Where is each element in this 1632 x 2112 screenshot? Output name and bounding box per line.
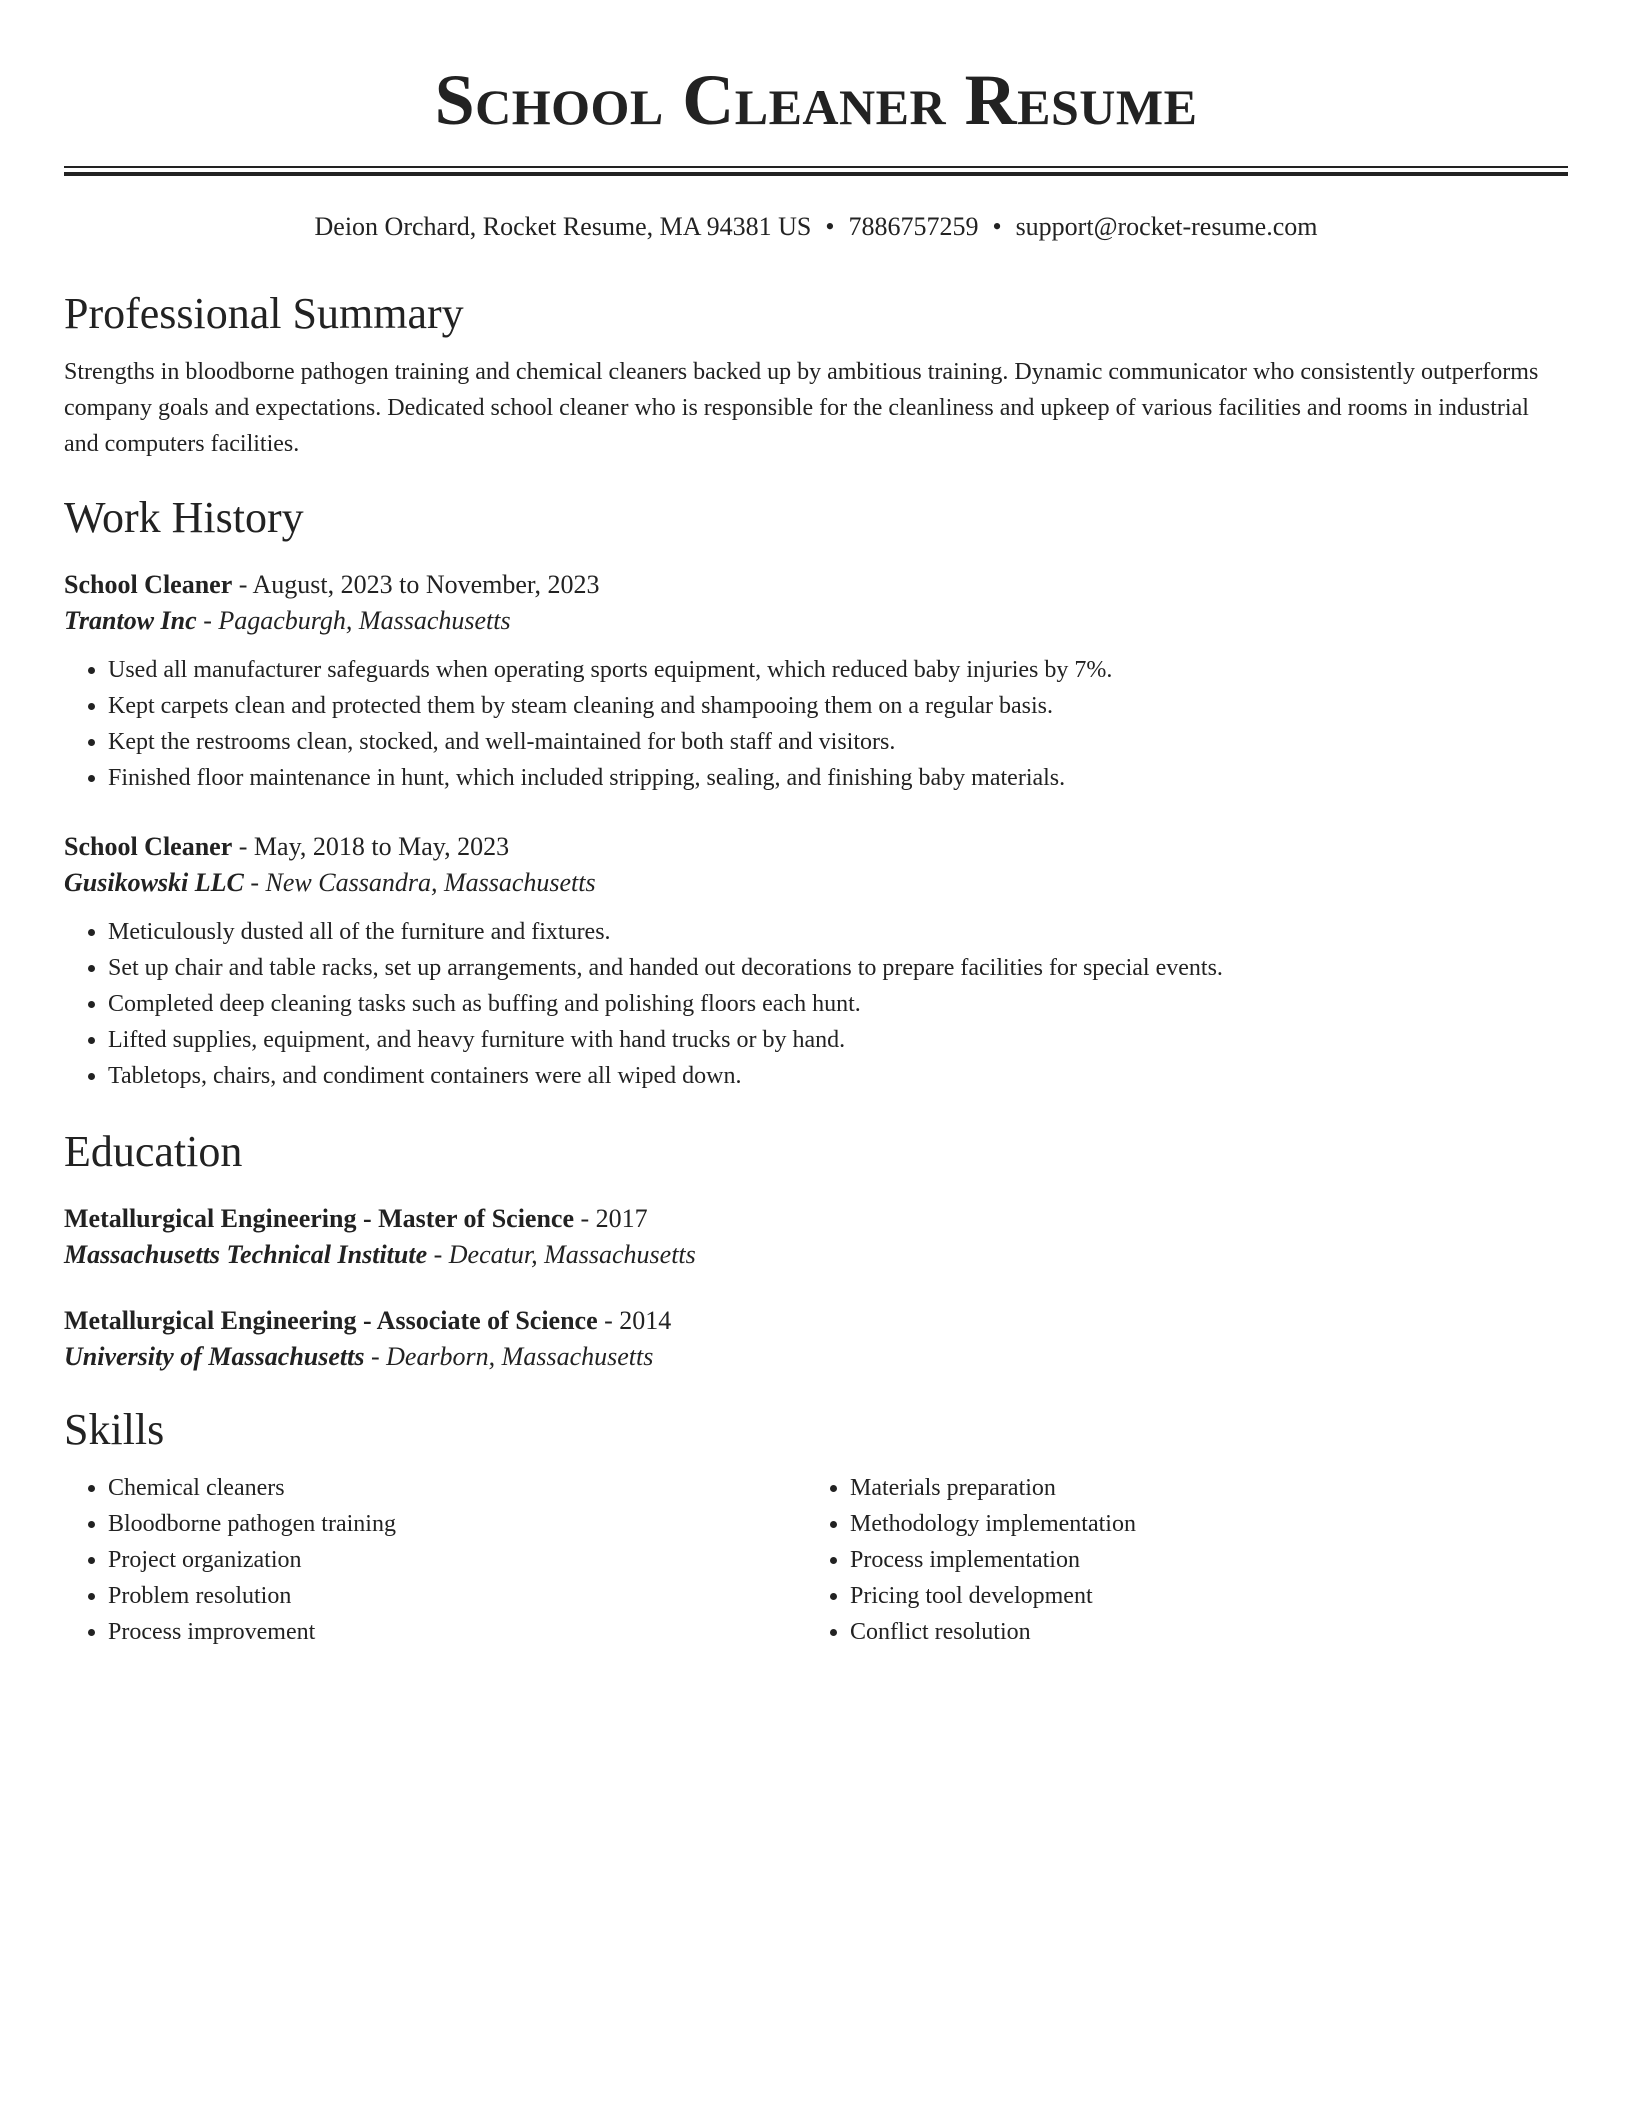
skill-item: • Conflict resolution <box>850 1614 1548 1650</box>
contact-address: Deion Orchard, Rocket Resume, MA 94381 US <box>314 212 812 241</box>
education-degree-line <box>64 1202 1568 1236</box>
skill-item: • Process improvement <box>108 1614 806 1650</box>
education-school-line <box>64 1338 1568 1376</box>
job-title-line <box>64 568 1568 602</box>
skill-item: • Pricing tool development <box>850 1578 1548 1614</box>
job-bullet: • Completed deep cleaning tasks such as buffing and polishing floors each hunt. <box>108 986 1568 1022</box>
job-bullet: • Kept carpets clean and protected them by steam cleaning and shampooing them on a regular basis. <box>108 688 1568 724</box>
job-company: Trantow Inc <box>64 606 197 635</box>
contact-email: support@rocket-resume.com <box>1015 212 1318 241</box>
contact-phone: 7886757259 <box>848 212 979 241</box>
education-degree: Metallurgical Engineering - Master of Science <box>64 1204 575 1233</box>
education-location: - Decatur, Massachusetts <box>427 1240 696 1269</box>
job-company-line <box>64 602 1568 640</box>
education-degree-line <box>64 1304 1568 1338</box>
skill-item: • Problem resolution <box>108 1578 806 1614</box>
education-location: - Dearborn, Massachusetts <box>364 1342 654 1371</box>
skill-item: • Project organization <box>108 1542 806 1578</box>
job-title: School Cleaner <box>64 570 233 599</box>
skills-heading: Skills <box>64 1405 165 1454</box>
education-year: - 2014 <box>597 1306 672 1335</box>
contact-line <box>64 210 1568 244</box>
job-location: - New Cassandra, Massachusetts <box>243 868 596 897</box>
education-school: Massachusetts Technical Institute <box>64 1240 428 1269</box>
job-bullet: • Kept the restrooms clean, stocked, and well-maintained for both staff and visitors. <box>108 724 1568 760</box>
resume-title: School Cleaner Resume <box>434 60 1198 140</box>
skills-columns <box>64 1470 1568 1650</box>
job-title-line <box>64 830 1568 864</box>
job-bullet: • Meticulously dusted all of the furniture and fixtures. <box>108 914 1568 950</box>
contact-separator: • <box>825 212 835 241</box>
work-history-heading: Work History <box>64 493 304 542</box>
skill-item: • Process implementation <box>850 1542 1548 1578</box>
job-company-line <box>64 864 1568 902</box>
job-bullet: • Tabletops, chairs, and condiment containers were all wiped down. <box>108 1058 1568 1094</box>
job-bullet: • Finished floor maintenance in hunt, which included stripping, sealing, and finishing baby materials. <box>108 760 1568 796</box>
job-company: Gusikowski LLC <box>64 868 244 897</box>
skills-list-left <box>64 1470 806 1650</box>
education-entry <box>64 1202 1568 1274</box>
education-school-line <box>64 1236 1568 1274</box>
skill-item: • Methodology implementation <box>850 1506 1548 1542</box>
job-bullet: • Used all manufacturer safeguards when operating sports equipment, which reduced baby injuries by 7%. <box>108 652 1568 688</box>
summary-text: Strengths in bloodborne pathogen training and chemical cleaners backed up by ambitious training. Dynamic communicator who consistently outperforms company goals and expectations. Dedicated school cleaner who is responsible for the cleanliness and upkeep of various facilities and rooms in industrial and computers facilities. <box>64 359 1539 457</box>
job-location: - Pagacburgh, Massachusetts <box>196 606 511 635</box>
title-double-rule <box>64 166 1568 176</box>
job-bullet: • Set up chair and table racks, set up arrangements, and handed out decorations to prepare facilities for special events. <box>108 950 1568 986</box>
education-degree: Metallurgical Engineering - Associate of Science <box>64 1306 598 1335</box>
education-year: - 2017 <box>574 1204 648 1233</box>
job-dates: - August, 2023 to November, 2023 <box>232 570 600 599</box>
skill-item: • Bloodborne pathogen training <box>108 1506 806 1542</box>
summary-heading: Professional Summary <box>64 289 464 338</box>
job-bullet: • Lifted supplies, equipment, and heavy furniture with hand trucks or by hand. <box>108 1022 1568 1058</box>
education-entry <box>64 1304 1568 1376</box>
job-entry <box>64 568 1568 796</box>
skill-item: • Chemical cleaners <box>108 1470 806 1506</box>
education-heading: Education <box>64 1127 243 1176</box>
skill-item: • Materials preparation <box>850 1470 1548 1506</box>
job-title: School Cleaner <box>64 832 233 861</box>
contact-separator: • <box>992 212 1002 241</box>
job-dates: - May, 2018 to May, 2023 <box>232 832 510 861</box>
job-entry <box>64 830 1568 1094</box>
job-bullets <box>64 652 1568 796</box>
skills-list-right <box>806 1470 1548 1650</box>
job-bullets <box>64 914 1568 1094</box>
education-school: University of Massachusetts <box>64 1342 365 1371</box>
